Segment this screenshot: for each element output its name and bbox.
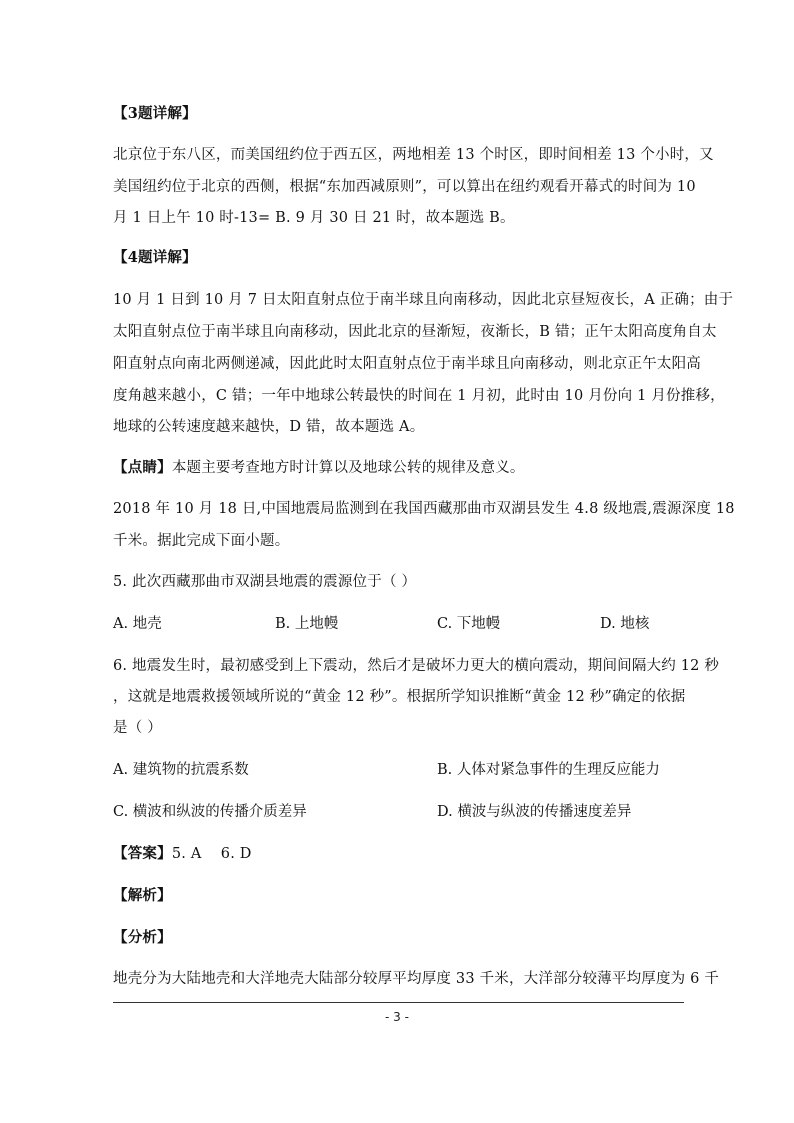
q3-line-2: 美国纽约位于北京的西侧，根据“东加西减原则”，可以算出在纽约观看开幕式的时间为 10: [113, 179, 696, 195]
q6-line-3: 是（ ）: [113, 720, 162, 736]
intro-line-1: 2018 年 10 月 18 日,中国地震局监测到在我国西藏那曲市双湖县发生 4.8 级地震,震源深度 18: [113, 501, 735, 517]
q6-line-1: 6. 地震发生时，最初感受到上下震动，然后才是破坏力更大的横向震动，期间间隔大约 12 秒: [113, 658, 720, 674]
fenxi-line-1: 地壳分为大陆地壳和大洋地壳大陆部分较厚平均厚度 33 千米，大洋部分较薄平均厚度为 6 千: [113, 971, 720, 987]
q4-line-2: 太阳直射点位于南半球且向南移动，因此北京的昼渐短，夜渐长，B 错；正午太阳高度角自太: [113, 324, 717, 340]
footer-rule: [113, 1002, 684, 1003]
q5-option-d: D. 地核: [600, 616, 650, 632]
q4-line-4: 度角越来越小，C 错；一年中地球公转最快的时间在 1 月初，此时由 10 月份向 1 月份推移，: [113, 388, 725, 404]
highlight-note: [113, 458, 688, 478]
highlight-text: 本题主要考查地方时计算以及地球公转的规律及意义。: [171, 460, 525, 476]
q5-option-c: C. 下地幔: [437, 616, 501, 632]
q3-heading: 【3题详解】: [113, 105, 197, 122]
q3-line-3: 月 1 日上午 10 时-13= B. 9 月 30 日 21 时，故本题选 B。: [113, 210, 515, 226]
q3-line-1: 北京位于东八区，而美国纽约位于西五区，两地相差 13 个时区，即时间相差 13 个小时，又: [113, 147, 714, 163]
answer-label: 【答案】: [113, 845, 172, 862]
q5-stem: 5. 此次西藏那曲市双湖县地震的震源位于（ ）: [113, 574, 417, 590]
q6-option-c: C. 横波和纵波的传播介质差异: [113, 804, 307, 820]
q4-heading: 【4题详解】: [113, 249, 197, 266]
q6-line-2: ，这就是地震救援领域所说的“黄金 12 秒”。根据所学知识推断“黄金 12 秒”确定的依据: [113, 689, 686, 705]
q5-option-b: B. 上地幔: [275, 616, 339, 632]
analysis-heading: 【解析】: [113, 887, 172, 904]
q6-option-d: D. 横波与纵波的传播速度差异: [437, 804, 632, 820]
q6-option-b: B. 人体对紧急事件的生理反应能力: [437, 762, 660, 778]
q6-option-a: A. 建筑物的抗震系数: [113, 762, 249, 778]
page-number: - 3 -: [385, 1010, 409, 1024]
q5-option-a: A. 地壳: [113, 616, 162, 632]
answer-text: 5. A 6. D: [171, 846, 252, 862]
q4-line-1: 10 月 1 日到 10 月 7 日太阳直射点位于南半球且向南移动，因此北京昼短夜长，A 正确；由于: [113, 292, 734, 308]
highlight-label: 【点睛】: [113, 459, 172, 476]
fenxi-heading: 【分析】: [113, 929, 172, 946]
answer-line: [113, 844, 688, 864]
q4-line-3: 阳直射点向南北两侧递减，因此此时太阳直射点位于南半球且向南移动，则北京正午太阳高: [113, 356, 701, 372]
q4-line-5: 地球的公转速度越来越快，D 错，故本题选 A。: [113, 419, 425, 435]
intro-line-2: 千米。据此完成下面小题。: [113, 533, 290, 549]
